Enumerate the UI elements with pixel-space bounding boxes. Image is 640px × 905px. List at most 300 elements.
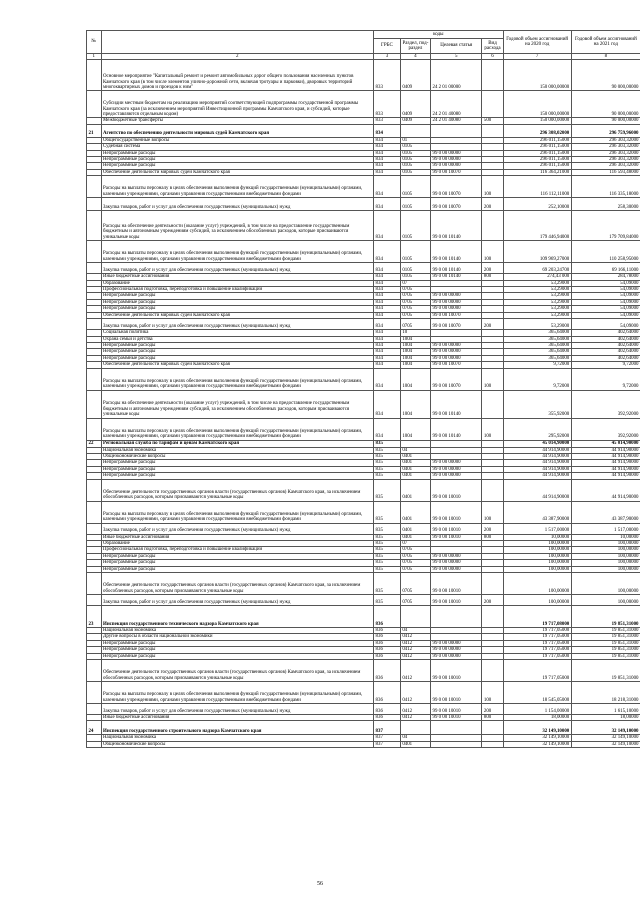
row-amount-2021: 296 303,32000: [571, 150, 640, 156]
row-amount-2021: 43 387,90000: [571, 501, 640, 523]
row-name: Обеспечение деятельности государственных органов власти (государственных органов) Камчатского края, за исключением обособленных расходов, которым присваиваются уникальные коды: [101, 660, 374, 682]
row-section: 0401: [400, 479, 430, 501]
row-amount-2021: 402,64000: [571, 336, 640, 342]
row-amount-2020: 44 914,90000: [503, 453, 571, 459]
row-section: 1004: [400, 390, 430, 418]
row-name: Региональная служба по тарифам и ценам Камчатского края: [101, 440, 374, 447]
row-grbs: 836: [374, 660, 401, 682]
row-name: Непрограммные расходы: [101, 349, 374, 355]
table-row: [87, 704, 640, 715]
row-name: Непрограммные расходы: [101, 466, 374, 472]
row-amount-2020: 9,72000: [503, 368, 571, 390]
row-name: Непрограммные расходы: [101, 355, 374, 361]
row-section: 04: [400, 628, 430, 634]
row-amount-2021: 19 851,31000: [571, 628, 640, 634]
row-grbs: 834: [374, 150, 401, 156]
row-amount-2020: 296 011,15000: [503, 137, 571, 143]
row-amount-2020: 365,64000: [503, 342, 571, 348]
row-vid: 800: [482, 715, 503, 721]
row-amount-2020: 19 717,05000: [503, 647, 571, 653]
row-section: 1004: [400, 336, 430, 342]
row-amount-2021: 296 759,96000: [571, 124, 640, 137]
row-grbs: 834: [374, 157, 401, 163]
row-target: 99 0 00 10140: [431, 263, 482, 274]
row-amount-2020: 1 517,00000: [503, 523, 571, 534]
row-amount-2020: 53,29000: [503, 319, 571, 330]
row-amount-2020: 53,29000: [503, 280, 571, 286]
row-name: Иные бюджетные ассигнования: [101, 274, 374, 280]
row-section: 1004: [400, 349, 430, 355]
row-target: 99 0 00 10010: [431, 573, 482, 595]
row-amount-2021: 19 851,31000: [571, 606, 640, 628]
row-vid: 200: [482, 595, 503, 606]
row-amount-2020: 19 717,05000: [503, 660, 571, 682]
row-amount-2020: 109 969,27000: [503, 241, 571, 263]
row-grbs: 834: [374, 306, 401, 312]
col-2021-header: Годовой объем ассигнований на 2021 год: [571, 31, 640, 54]
row-grbs: 834: [374, 299, 401, 305]
row-amount-2020: 18 545,05000: [503, 682, 571, 704]
row-amount-2020: 44 914,90000: [503, 466, 571, 472]
row-amount-2021: 54,09000: [571, 319, 640, 330]
row-name: Обеспечение деятельности мировых судей Камчатского края: [101, 312, 374, 318]
table-row: [87, 440, 640, 447]
row-name: Закупка товаров, работ и услуг для обеспечения государственных (муниципальных) нужд: [101, 523, 374, 534]
row-grbs: 834: [374, 390, 401, 418]
row-amount-2020: 53,29000: [503, 287, 571, 293]
row-section: [400, 721, 430, 735]
codes-header: коды: [374, 31, 504, 39]
row-number: [87, 523, 102, 534]
row-name: Непрограммные расходы: [101, 553, 374, 559]
table-body: [87, 60, 640, 748]
row-vid: 200: [482, 704, 503, 715]
row-number: 24: [87, 721, 102, 735]
col-index: 3: [374, 54, 401, 60]
row-name: Непрограммные расходы: [101, 306, 374, 312]
row-target: 99 0 00 00000: [431, 342, 482, 348]
row-name: Непрограммные расходы: [101, 293, 374, 299]
row-amount-2021: 100,00000: [571, 547, 640, 553]
row-grbs: 834: [374, 336, 401, 342]
row-section: 0705: [400, 573, 430, 595]
row-grbs: 834: [374, 280, 401, 286]
row-target: 99 0 00 10010: [431, 595, 482, 606]
row-section: 1004: [400, 342, 430, 348]
row-target: 99 0 00 00000: [431, 349, 482, 355]
row-grbs: 835: [374, 473, 401, 479]
row-target: [431, 124, 482, 137]
row-amount-2021: 45 014,90000: [571, 440, 640, 447]
row-number: [87, 573, 102, 595]
row-number: 22: [87, 440, 102, 447]
row-amount-2020: 150 000,00000: [503, 91, 571, 118]
col-index: 2: [101, 54, 374, 60]
row-number: [87, 211, 102, 241]
row-target: 99 0 00 10010: [431, 523, 482, 534]
row-name: Расходы на обеспечение деятельности (оказание услуг) учреждений, в том числе на предоставление государственным бюджетным и автономным учреждениям субсидий, за исключением обособленных расходов, которым присваиваются уникальные коды: [101, 390, 374, 418]
page-number: 56: [317, 881, 323, 887]
row-amount-2021: 1 615,10000: [571, 704, 640, 715]
row-name: Общегосударственные вопросы: [101, 137, 374, 143]
row-grbs: 835: [374, 447, 401, 453]
row-grbs: 834: [374, 176, 401, 198]
row-amount-2021: 402,64000: [571, 330, 640, 336]
row-grbs: 834: [374, 355, 401, 361]
row-target: 99 0 00 10010: [431, 534, 482, 540]
row-amount-2021: 100,00000: [571, 560, 640, 566]
row-name: Закупка товаров, работ и услуг для обеспечения государственных (муниципальных) нужд: [101, 704, 374, 715]
row-section: 0105: [400, 241, 430, 263]
col-index: 8: [571, 54, 640, 60]
row-grbs: 835: [374, 479, 401, 501]
row-amount-2021: 69 166,11000: [571, 263, 640, 274]
row-vid: 100: [482, 418, 503, 440]
row-amount-2020: 296 011,15000: [503, 144, 571, 150]
row-grbs: 834: [374, 241, 401, 263]
row-target: 99 0 00 00000: [431, 653, 482, 659]
row-target: 99 0 00 00000: [431, 473, 482, 479]
row-amount-2020: 69 203,24700: [503, 263, 571, 274]
row-vid: [482, 60, 503, 91]
row-section: 0105: [400, 144, 430, 150]
row-number: [87, 741, 102, 747]
row-amount-2020: 100,00000: [503, 566, 571, 572]
row-section: 07: [400, 280, 430, 286]
row-grbs: 833: [374, 91, 401, 118]
row-vid: 100: [482, 241, 503, 263]
row-grbs: 837: [374, 741, 401, 747]
row-grbs: 836: [374, 628, 401, 634]
row-name: Расходы на выплаты персоналу в целях обеспечения выполнения функций государственными (муниципальными) органами, казенными учреждениями, органами управления государственными внебюджетными фондами: [101, 176, 374, 198]
row-vid: 100: [482, 682, 503, 704]
row-amount-2021: 54,09000: [571, 280, 640, 286]
row-amount-2021: 116 335,18000: [571, 176, 640, 198]
col-index: 4: [400, 54, 430, 60]
row-section: [400, 440, 430, 447]
row-amount-2021: 19 851,31000: [571, 634, 640, 640]
row-section: 0401: [400, 523, 430, 534]
row-grbs: 835: [374, 453, 401, 459]
row-target: [431, 721, 482, 735]
row-amount-2020: 100,00000: [503, 553, 571, 559]
row-name: Расходы на выплаты персоналу в целях обеспечения выполнения функций государственными (муниципальными) органами, казенными учреждениями, органами управления государственными внебюджетными фондами: [101, 241, 374, 263]
row-target: 99 0 00 00000: [431, 460, 482, 466]
table-row: [87, 595, 640, 606]
row-target: 99 0 00 00000: [431, 566, 482, 572]
row-amount-2020: 19 717,05000: [503, 640, 571, 646]
row-number: [87, 682, 102, 704]
row-section: 0105: [400, 176, 430, 198]
row-amount-2021: 44 914,90000: [571, 473, 640, 479]
row-vid: [482, 440, 503, 447]
col-index: 1: [87, 54, 102, 60]
row-name: Субсидии местным бюджетам на реализацию мероприятий соответствующей подпрограммы государственной программы Камчатского края (за исключением мероприятий Инвестиционной программы Камчатского края, и субсидий, которые предоставляются отдельным кодом): [101, 91, 374, 118]
row-section: 0705: [400, 595, 430, 606]
row-number: [87, 479, 102, 501]
row-amount-2021: 54,09000: [571, 293, 640, 299]
row-vid: [482, 573, 503, 595]
row-grbs: 834: [374, 349, 401, 355]
row-vid: 100: [482, 368, 503, 390]
row-amount-2021: 44 914,90000: [571, 460, 640, 466]
row-name: Социальная политика: [101, 330, 374, 336]
row-target: 99 0 00 10070: [431, 198, 482, 211]
row-amount-2020: 179 446,94000: [503, 211, 571, 241]
row-section: 0705: [400, 312, 430, 318]
row-amount-2020: 53,29000: [503, 306, 571, 312]
row-amount-2020: 150 000,00000: [503, 118, 571, 124]
row-amount-2020: 44 914,90000: [503, 473, 571, 479]
row-name: Профессиональная подготовка, переподготовка и повышение квалификации: [101, 287, 374, 293]
row-section: 0705: [400, 560, 430, 566]
row-target: 99 0 00 10070: [431, 176, 482, 198]
row-amount-2020: 53,29000: [503, 299, 571, 305]
table-row: [87, 741, 640, 747]
row-section: 1004: [400, 355, 430, 361]
row-amount-2021: 32 149,10000: [571, 721, 640, 735]
row-grbs: 834: [374, 144, 401, 150]
row-grbs: 835: [374, 460, 401, 466]
row-grbs: 836: [374, 634, 401, 640]
row-name: Расходы на обеспечение деятельности (оказание услуг) учреждений, в том числе на предоставление государственным бюджетным и автономным учреждениям субсидий, за исключением обособленных расходов, которые присваиваются уникальные коды: [101, 211, 374, 241]
row-vid: [482, 91, 503, 118]
row-target: 99 0 00 00000: [431, 355, 482, 361]
row-amount-2020: 355,92000: [503, 390, 571, 418]
row-amount-2020: 53,29000: [503, 293, 571, 299]
row-amount-2020: 296 011,15000: [503, 150, 571, 156]
row-section: 0705: [400, 547, 430, 553]
row-name: Расходы на выплаты персоналу в целях обеспечения выполнения функций государственными (муниципальными) органами, казенными учреждениями, органами управления государственными внебюджетными фондами: [101, 501, 374, 523]
row-section: 0105: [400, 163, 430, 169]
row-grbs: 834: [374, 124, 401, 137]
row-grbs: 837: [374, 735, 401, 741]
col-grbs-header: ГРБС: [374, 39, 401, 54]
row-target: 99 0 00 00000: [431, 306, 482, 312]
row-name: Обеспечение деятельности мировых судей Камчатского края: [101, 169, 374, 175]
row-target: 99 0 00 10070: [431, 169, 482, 175]
row-amount-2020: 44 914,90000: [503, 460, 571, 466]
row-grbs: 836: [374, 647, 401, 653]
row-section: 1004: [400, 418, 430, 440]
table-header: [87, 31, 640, 60]
row-grbs: 835: [374, 540, 401, 546]
row-section: 0705: [400, 319, 430, 330]
row-amount-2020: 252,10000: [503, 198, 571, 211]
row-grbs: 836: [374, 640, 401, 646]
col-section-header: Раздел, под- раздел: [400, 39, 430, 54]
row-grbs: 835: [374, 466, 401, 472]
row-number: [87, 595, 102, 606]
col-name-header: [101, 31, 374, 54]
row-vid: [482, 390, 503, 418]
row-section: 0705: [400, 293, 430, 299]
row-target: 99 0 00 10010: [431, 660, 482, 682]
row-vid: 800: [482, 534, 503, 540]
row-section: 0105: [400, 263, 430, 274]
row-vid: [482, 606, 503, 628]
table-row: [87, 721, 640, 735]
row-amount-2021: 54,09000: [571, 287, 640, 293]
row-amount-2021: 54,09000: [571, 312, 640, 318]
table-row: [87, 523, 640, 534]
row-amount-2020: 116 364,21000: [503, 169, 571, 175]
row-number: 21: [87, 124, 102, 137]
row-vid: [482, 721, 503, 735]
row-name: Национальная экономика: [101, 628, 374, 634]
row-name: Непрограммные расходы: [101, 473, 374, 479]
row-amount-2020: 19 717,05000: [503, 634, 571, 640]
row-amount-2021: 9,72000: [571, 362, 640, 368]
row-amount-2020: 274,43 000: [503, 274, 571, 280]
row-target: 99 0 00 10070: [431, 319, 482, 330]
row-number: [87, 418, 102, 440]
row-section: 0412: [400, 660, 430, 682]
row-amount-2021: 296 303,32000: [571, 163, 640, 169]
row-target: 99 0 00 10070: [431, 368, 482, 390]
row-name: Непрограммные расходы: [101, 299, 374, 305]
row-amount-2021: 9,72000: [571, 368, 640, 390]
row-number: [87, 704, 102, 715]
row-amount-2020: 32 149,10000: [503, 735, 571, 741]
row-section: 0705: [400, 287, 430, 293]
row-grbs: 834: [374, 362, 401, 368]
row-amount-2021: 32 149,10000: [571, 735, 640, 741]
row-amount-2021: 10,00000: [571, 534, 640, 540]
row-section: 0412: [400, 682, 430, 704]
table-row: [87, 176, 640, 198]
row-amount-2021: 32 149,10000: [571, 741, 640, 747]
row-section: 0705: [400, 299, 430, 305]
row-target: 99 0 00 10140: [431, 390, 482, 418]
col-index: 7: [503, 54, 571, 60]
row-grbs: 834: [374, 169, 401, 175]
row-grbs: 835: [374, 595, 401, 606]
row-section: 0105: [400, 211, 430, 241]
row-vid: 100: [482, 176, 503, 198]
row-amount-2021: 110 258,95000: [571, 241, 640, 263]
row-section: 0401: [400, 534, 430, 540]
row-grbs: 835: [374, 547, 401, 553]
row-name: Непрограммные расходы: [101, 460, 374, 466]
table-row: [87, 390, 640, 418]
row-section: 0401: [400, 460, 430, 466]
row-target: 99 0 00 10140: [431, 274, 482, 280]
table-row: [87, 211, 640, 241]
row-grbs: 834: [374, 263, 401, 274]
row-name: Закупка товаров, работ и услуг для обеспечения государственных (муниципальных) нужд: [101, 198, 374, 211]
row-amount-2020: 296 308,02000: [503, 124, 571, 137]
row-name: Непрограммные расходы: [101, 640, 374, 646]
row-section: 0409: [400, 91, 430, 118]
row-target: 99 0 00 10070: [431, 312, 482, 318]
row-name: Обеспечение деятельности мировых судей Камчатского края: [101, 362, 374, 368]
row-amount-2021: 44 914,90000: [571, 466, 640, 472]
row-grbs: 836: [374, 682, 401, 704]
row-name: Расходы на выплаты персоналу в целях обеспечения выполнения функций государственными (муниципальными) органами, казенными учреждениями, органами управления государственными внебюджетными фондами: [101, 418, 374, 440]
row-amount-2021: 258,30000: [571, 198, 640, 211]
row-name: Расходы на выплаты персоналу в целях обеспечения выполнения функций государственными (муниципальными) органами, казенными учреждениями, органами управления государственными внебюджетными фондами: [101, 368, 374, 390]
row-name: Национальная экономика: [101, 447, 374, 453]
row-name: Непрограммные расходы: [101, 566, 374, 572]
row-amount-2020: 32 149,10000: [503, 741, 571, 747]
row-vid: 200: [482, 263, 503, 274]
row-number: [87, 319, 102, 330]
row-section: 0105: [400, 157, 430, 163]
row-amount-2020: 19 717,05000: [503, 628, 571, 634]
row-target: 99 0 00 00000: [431, 299, 482, 305]
row-amount-2021: 19 851,31000: [571, 640, 640, 646]
row-target: 99 0 00 00000: [431, 466, 482, 472]
row-amount-2020: 45 014,90000: [503, 440, 571, 447]
row-amount-2021: 392,92000: [571, 418, 640, 440]
table-row: [87, 263, 640, 274]
row-grbs: 834: [374, 368, 401, 390]
row-grbs: 834: [374, 287, 401, 293]
row-name: Охрана семьи и детства: [101, 336, 374, 342]
row-target: 99 0 00 00000: [431, 647, 482, 653]
table-row: [87, 319, 640, 330]
row-name: Национальная экономика: [101, 735, 374, 741]
row-target: 99 0 00 10010: [431, 704, 482, 715]
row-amount-2021: 100,00000: [571, 566, 640, 572]
row-amount-2021: 296 303,32000: [571, 157, 640, 163]
row-amount-2020: 18,00000: [503, 715, 571, 721]
row-target: 99 0 00 10140: [431, 418, 482, 440]
row-grbs: 835: [374, 440, 401, 447]
row-amount-2021: 19 851,31000: [571, 653, 640, 659]
row-amount-2020: 150 000,00000: [503, 60, 571, 91]
row-target: [431, 606, 482, 628]
row-amount-2021: 1 517,00000: [571, 523, 640, 534]
row-grbs: 835: [374, 553, 401, 559]
row-name: Инспекция государственного технического надзора Камчатского края: [101, 606, 374, 628]
row-amount-2021: 296 303,32000: [571, 137, 640, 143]
row-amount-2020: 296 011,15000: [503, 157, 571, 163]
row-section: 04: [400, 735, 430, 741]
row-amount-2021: 54,09000: [571, 299, 640, 305]
row-vid: 200: [482, 523, 503, 534]
row-number: [87, 91, 102, 118]
row-name: Основное мероприятие "Капитальный ремонт и ремонт автомобильных дорог общего пользования населенных пунктов Камчатского края (в том числе элементов улично-дорожной сети, включая тротуары и парковки), дворовых территорий многоквартирных домов и проездов к ним": [101, 60, 374, 91]
row-grbs: 834: [374, 418, 401, 440]
row-target: 24 2 01 00000: [431, 60, 482, 91]
row-grbs: 833: [374, 60, 401, 91]
row-vid: [482, 124, 503, 137]
row-name: Инспекция государственного строительного надзора Камчатского края: [101, 721, 374, 735]
row-name: Другие вопросы в области национальной экономики: [101, 634, 374, 640]
row-section: 01: [400, 137, 430, 143]
table-row: [87, 60, 640, 91]
row-amount-2020: 296 011,15000: [503, 163, 571, 169]
row-target: 24 2 01 40080: [431, 118, 482, 124]
row-vid: 100: [482, 501, 503, 523]
table-row: [87, 606, 640, 628]
row-amount-2021: 90 000,00000: [571, 91, 640, 118]
row-grbs: 834: [374, 211, 401, 241]
row-number: [87, 501, 102, 523]
row-vid: 200: [482, 198, 503, 211]
col-target-header: Целевая статья: [431, 39, 482, 54]
col-num-header: №: [87, 31, 102, 54]
row-section: 1004: [400, 362, 430, 368]
row-target: 99 0 00 10010: [431, 715, 482, 721]
row-name: Иные бюджетные ассигнования: [101, 715, 374, 721]
table-row: [87, 501, 640, 523]
row-amount-2021: 44 914,90000: [571, 447, 640, 453]
row-vid: 200: [482, 319, 503, 330]
row-name: Непрограммные расходы: [101, 342, 374, 348]
